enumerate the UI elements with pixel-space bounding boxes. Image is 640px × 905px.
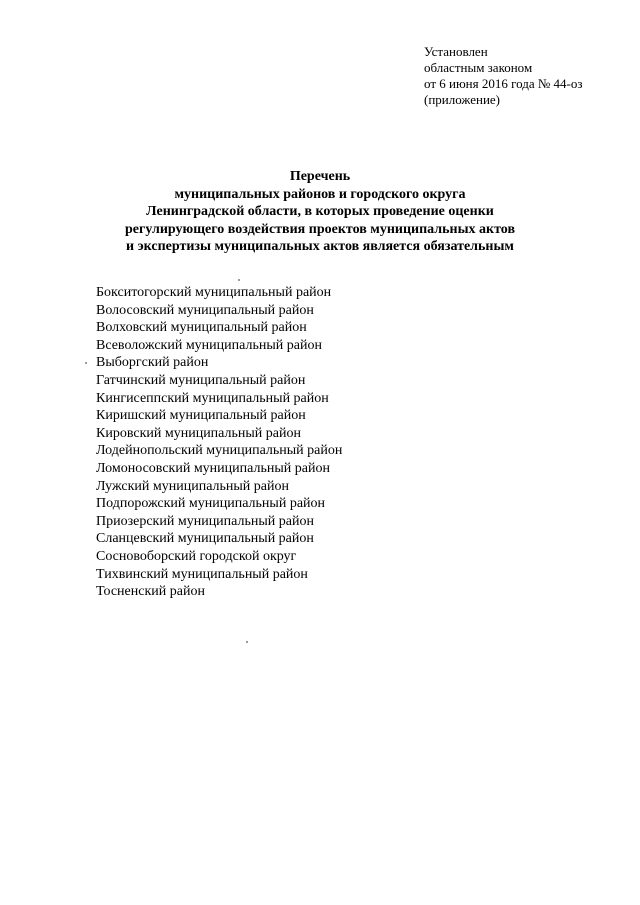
title-line-4: регулирующего воздействия проектов муниципальных актов <box>124 221 516 237</box>
scan-speck <box>238 279 240 281</box>
district-item: Тосненский район <box>96 584 205 600</box>
district-item: Кингисеппский муниципальный район <box>96 390 329 406</box>
approval-line-2: областным законом <box>424 60 533 75</box>
title-line-2: муниципальных районов и городского округа <box>174 186 466 202</box>
title-line-3: Ленинградской области, в которых проведение оценки <box>146 204 494 219</box>
district-item: Гатчинский муниципальный район <box>96 372 306 388</box>
title-line-5: и экспертизы муниципальных актов является обязательным <box>126 239 514 254</box>
approval-stamp <box>424 44 624 108</box>
district-item: Лодейнопольский муниципальный район <box>96 443 343 459</box>
scan-speck <box>246 641 248 643</box>
district-item: Лужский муниципальный район <box>96 478 289 494</box>
district-list <box>96 284 342 601</box>
district-item: Подпорожский муниципальный район <box>96 496 326 512</box>
scan-speck <box>85 362 87 364</box>
approval-line-3: от 6 июня 2016 года № 44-оз <box>424 76 583 91</box>
district-item: Ломоносовский муниципальный район <box>96 460 330 476</box>
district-item: Волосовский муниципальный район <box>96 302 314 318</box>
title-line-1: Перечень <box>289 169 351 184</box>
approval-line-4: (приложение) <box>424 92 501 107</box>
district-item: Киришский муниципальный район <box>96 408 306 424</box>
district-item: Сланцевский муниципальный район <box>96 531 314 547</box>
district-item: Тихвинский муниципальный район <box>96 566 308 582</box>
district-item: Приозерский муниципальный район <box>96 513 314 529</box>
district-item: Волховский муниципальный район <box>96 320 307 336</box>
document-title <box>60 168 580 256</box>
district-item: Бокситогорский муниципальный район <box>96 285 332 300</box>
district-item: Выборгский район <box>96 355 209 371</box>
district-item: Сосновоборский городской округ <box>96 548 297 564</box>
district-item: Кировский муниципальный район <box>96 425 301 441</box>
district-item: Всеволожский муниципальный район <box>96 337 322 353</box>
approval-line-1: Установлен <box>424 44 488 59</box>
